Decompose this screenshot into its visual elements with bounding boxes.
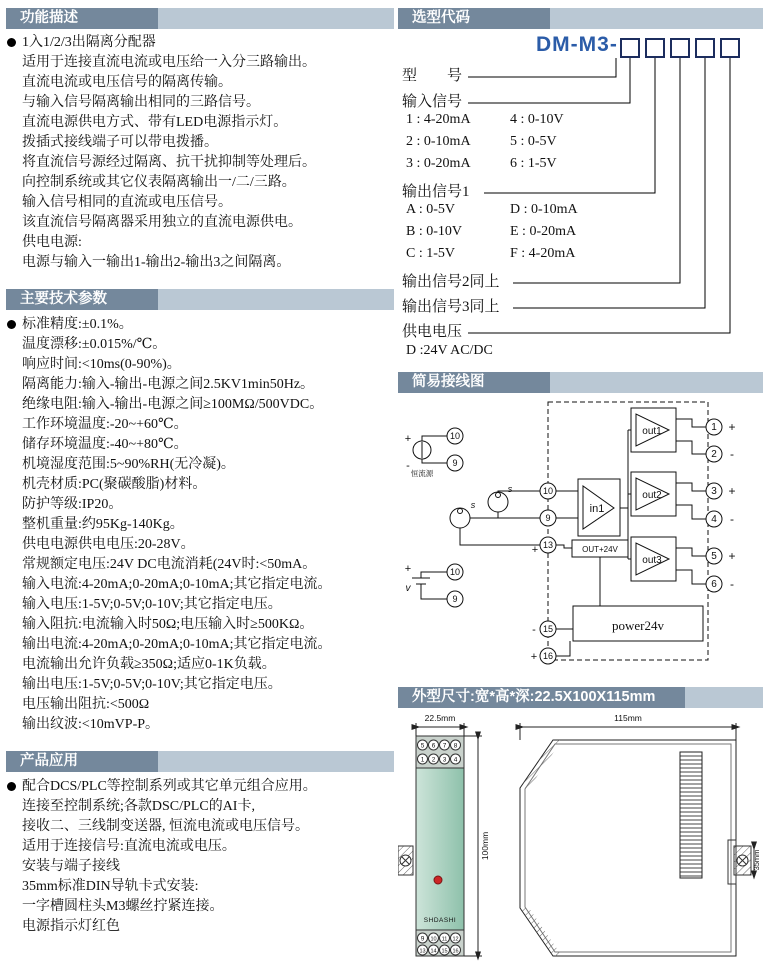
- svg-text:14: 14: [430, 948, 437, 955]
- dimensions-title: 外型尺寸:宽*高*深:22.5X100X115mm: [398, 687, 685, 708]
- in1-label: in1: [589, 503, 605, 515]
- text-line: 工作环境温度:-20~+60℃。: [22, 417, 188, 432]
- polarity-sign: -: [406, 460, 410, 472]
- text-line: 适用于连接信号:直流电流或电压。: [22, 839, 236, 854]
- right-column: [398, 0, 763, 968]
- front-view: [416, 736, 464, 956]
- svg-text:9: 9: [420, 935, 425, 943]
- terminal-number: 4: [711, 514, 717, 525]
- terminal-number: 10: [542, 486, 554, 496]
- svg-text:6: 6: [431, 742, 436, 750]
- text-line: 输入电流:4-20mA;0-20mA;0-10mA;其它指定电流。: [22, 577, 332, 592]
- side-outline: [520, 740, 736, 956]
- text-line: 电源与输入一输出1-输出2-输出3之间隔离。: [22, 255, 291, 270]
- text-line: 响应时间:<10ms(0-90%)。: [22, 357, 181, 372]
- text-line: 防护等级:IP20。: [22, 497, 123, 512]
- section-header-application: [6, 751, 394, 772]
- text-line: 35mm标准DIN导轨卡式安装:: [22, 879, 199, 894]
- text-line: 输出电压:1-5V;0-5V;0-10V;其它指定电压。: [22, 677, 282, 692]
- text-line: 隔离能力:输入-输出-电源之间2.5KV1min50Hz。: [22, 377, 315, 392]
- module-body: [416, 768, 464, 930]
- voltage-label: v: [405, 583, 411, 594]
- sel-option-row: [406, 202, 578, 218]
- svg-text:3: 3: [442, 756, 447, 764]
- polarity-sign: +: [728, 484, 736, 498]
- depth-dimension: [520, 723, 736, 740]
- text-line: 输出纹波:<10mVP-P。: [22, 717, 160, 732]
- text-line: 输入信号相同的直流或电压信号。: [22, 195, 232, 210]
- section-header-tech: [6, 289, 394, 310]
- sel-label-output2: 输出信号2同上: [402, 274, 500, 290]
- text-line: 标准精度:±0.1%。: [22, 317, 133, 332]
- selection-title: 选型代码: [398, 8, 550, 29]
- svg-text:10: 10: [430, 936, 437, 943]
- application-lines: [6, 777, 394, 937]
- polarity-sign: -: [533, 485, 537, 497]
- signal-label: s: [470, 500, 476, 510]
- transmitter-icon: [450, 508, 470, 528]
- current-source-label: 恒流源: [410, 469, 434, 478]
- rail-label: 35mm: [752, 849, 761, 871]
- wiring-diagram: [398, 394, 763, 684]
- out3-label: out3: [642, 555, 662, 566]
- out2-label: out2: [642, 490, 662, 501]
- terminal-number: 3: [711, 486, 717, 497]
- signal-label: s: [507, 484, 513, 494]
- power-led-icon: [434, 876, 442, 884]
- code-box-output2: [670, 38, 690, 58]
- text-line: 电源指示灯红色: [22, 919, 120, 934]
- text-line: 一字槽圆柱头M3螺丝拧紧连接。: [22, 899, 224, 914]
- application-title: 产品应用: [6, 751, 158, 772]
- polarity-sign: +: [530, 651, 538, 663]
- svg-text:1: 1: [420, 756, 425, 764]
- sel-option: B : 0-10V: [406, 224, 462, 239]
- dimension-drawing: [398, 710, 763, 968]
- svg-text:12: 12: [452, 936, 459, 943]
- svg-text:16: 16: [452, 948, 459, 955]
- header-accent-bar: [158, 751, 394, 772]
- sel-label-model: 型 号: [402, 68, 463, 84]
- terminal-number: 13: [542, 540, 554, 550]
- text-line: 输入电压:1-5V;0-5V;0-10V;其它指定电压。: [22, 597, 282, 612]
- text-line: 输出电流:4-20mA;0-20mA;0-10mA;其它指定电流。: [22, 637, 332, 652]
- terminal-number: 1: [711, 422, 717, 433]
- sel-label-output1: 输出信号1: [402, 184, 470, 200]
- code-box-power: [720, 38, 740, 58]
- header-accent-bar: [158, 8, 394, 29]
- model-code-boxes: [620, 38, 745, 58]
- terminal-number: 2: [711, 449, 717, 460]
- polarity-sign: -: [730, 447, 734, 461]
- svg-text:15: 15: [441, 948, 448, 955]
- sel-option: 4 : 0-10V: [510, 112, 564, 127]
- terminal-number: 9: [452, 458, 458, 468]
- text-line: 机壳材质:PC(聚碳酸脂)材料。: [22, 477, 207, 492]
- svg-text:4: 4: [453, 756, 458, 764]
- svg-text:13: 13: [419, 948, 426, 955]
- height-label: 100mm: [480, 831, 490, 861]
- text-line: 电流输出允许负载≥350Ω;适应0-1K负载。: [22, 657, 276, 672]
- svg-text:5: 5: [420, 742, 425, 750]
- text-line: 整机重量:约95Kg-140Kg。: [22, 517, 184, 532]
- bullet-icon: [7, 782, 16, 791]
- text-line: 绝缘电阻:输入-输出-电源之间≥100MΩ/500VDC。: [22, 397, 324, 412]
- text-line: 1入1/2/3出隔离分配器: [22, 35, 156, 50]
- sel-option: 6 : 1-5V: [510, 156, 557, 171]
- tech-title: 主要技术参数: [6, 289, 158, 310]
- header-accent-bar: [550, 372, 763, 393]
- text-line: 供电电源供电电压:20-28V。: [22, 537, 195, 552]
- header-accent-bar: [158, 289, 394, 310]
- polarity-sign: -: [532, 624, 536, 636]
- sel-option: 3 : 0-20mA: [406, 156, 471, 171]
- text-line: 输入阻抗:电流输入时50Ω;电压输入时≥500KΩ。: [22, 617, 314, 632]
- svg-text:8: 8: [453, 742, 458, 750]
- text-line: 与输入信号隔离输出相同的三路信号。: [22, 95, 260, 110]
- polarity-sign: -: [730, 512, 734, 526]
- sel-option: C : 1-5V: [406, 246, 455, 261]
- text-line: 直流电源供电方式、带有LED电源指示灯。: [22, 115, 288, 130]
- text-line: 配合DCS/PLC等控制系列或其它单元组合应用。: [22, 779, 317, 794]
- power-label: power24v: [612, 618, 664, 633]
- text-line: 直流电流或电压信号的隔离传输。: [22, 75, 232, 90]
- polarity-sign: +: [728, 420, 736, 434]
- terminal-number: 15: [542, 624, 554, 634]
- polarity-sign: -: [730, 577, 734, 591]
- out24v-label: OUT+24V: [582, 545, 618, 554]
- terminal-number: 6: [711, 579, 717, 590]
- polarity-sign: +: [404, 563, 412, 575]
- svg-text:11: 11: [441, 936, 448, 943]
- sel-option: F : 4-20mA: [510, 246, 576, 261]
- sel-option: E : 0-20mA: [510, 224, 577, 239]
- section-header-selection: [398, 8, 763, 29]
- text-line: 该直流信号隔离器采用独立的直流电源供电。: [22, 215, 302, 230]
- transmitter-icon: [488, 492, 508, 512]
- sel-option-row: [406, 156, 557, 172]
- text-line: 供电电源:: [22, 235, 82, 250]
- text-line: 接收二、三线制变送器, 恒流电流或电压信号。: [22, 819, 309, 834]
- header-accent-bar: [550, 8, 763, 29]
- section-header-function: [6, 8, 394, 29]
- din-rail-symbol-right: [734, 846, 751, 875]
- text-line: 机境湿度范围:5~90%RH(无冷凝)。: [22, 457, 235, 472]
- function-title: 功能描述: [6, 8, 158, 29]
- left-column: [6, 0, 394, 968]
- text-line: 安装与端子接线: [22, 859, 120, 874]
- terminal-number: 16: [542, 651, 554, 661]
- din-rail-symbol-left: [398, 846, 413, 875]
- code-box-input: [620, 38, 640, 58]
- sel-label-power: 供电电压: [402, 324, 463, 340]
- model-code-prefix: DM-M3-: [536, 33, 618, 56]
- text-line: 常规额定电压:24V DC电流消耗(24V时:<50mA。: [22, 557, 317, 572]
- terminal-number: 5: [711, 551, 717, 562]
- text-line: 将直流信号源经过隔离、抗干扰抑制等处理后。: [22, 155, 316, 170]
- sel-option: 2 : 0-10mA: [406, 134, 471, 149]
- sel-option-row: [406, 246, 576, 262]
- sel-option: 5 : 0-5V: [510, 134, 557, 149]
- polarity-sign: +: [531, 544, 539, 556]
- section-header-wiring: [398, 372, 763, 393]
- text-line: 连接至控制系统;各款DSC/PLC的AI卡,: [22, 799, 255, 814]
- sel-option: D : 0-10mA: [510, 202, 578, 217]
- terminal-number: 10: [449, 431, 461, 441]
- width-dimension: [416, 723, 464, 736]
- header-accent-bar: [685, 687, 763, 708]
- sel-option-power: D :24V AC/DC: [406, 343, 493, 358]
- text-line: 温度漂移:±0.015%/℃。: [22, 337, 167, 352]
- text-line: 拨插式接线端子可以带电拨播。: [22, 135, 218, 150]
- sel-option-row: [406, 112, 564, 128]
- polarity-sign: +: [728, 549, 736, 563]
- width-label: 22.5mm: [424, 713, 456, 723]
- svg-text:2: 2: [431, 756, 436, 764]
- sel-label-output3: 输出信号3同上: [402, 299, 500, 315]
- code-box-output1: [645, 38, 665, 58]
- bullet-icon: [7, 38, 16, 47]
- sel-option: A : 0-5V: [406, 202, 455, 217]
- side-view: [520, 740, 736, 956]
- text-line: 向控制系统或其它仪表隔离输出一/二/三路。: [22, 175, 296, 190]
- code-box-output3: [695, 38, 715, 58]
- terminal-number: 10: [449, 567, 461, 577]
- section-header-dimensions: [398, 687, 763, 708]
- terminal-number: 9: [452, 594, 458, 604]
- polarity-sign: +: [404, 433, 412, 445]
- depth-label: 115mm: [614, 713, 642, 723]
- sel-option-row: [406, 224, 577, 240]
- out1-label: out1: [642, 426, 662, 437]
- text-line: 适用于连接直流电流或电压给一入分三路输出。: [22, 55, 316, 70]
- wiring-title: 简易接线图: [398, 372, 550, 393]
- svg-text:7: 7: [442, 742, 447, 750]
- terminal-number: 9: [545, 513, 551, 523]
- terminal-fins: [680, 752, 702, 878]
- sel-option-row: [406, 134, 557, 150]
- sel-label-input: 输入信号: [402, 94, 463, 110]
- function-lines: [6, 33, 394, 273]
- sel-option: 1 : 4-20mA: [406, 112, 471, 127]
- bullet-icon: [7, 320, 16, 329]
- text-line: 储存环境温度:-40~+80℃。: [22, 437, 188, 452]
- tech-lines: [6, 315, 394, 735]
- text-line: 电压输出阻抗:<500Ω: [22, 697, 150, 712]
- brand-label: SHDASHI: [423, 917, 457, 924]
- wiring-terminals: [447, 419, 722, 664]
